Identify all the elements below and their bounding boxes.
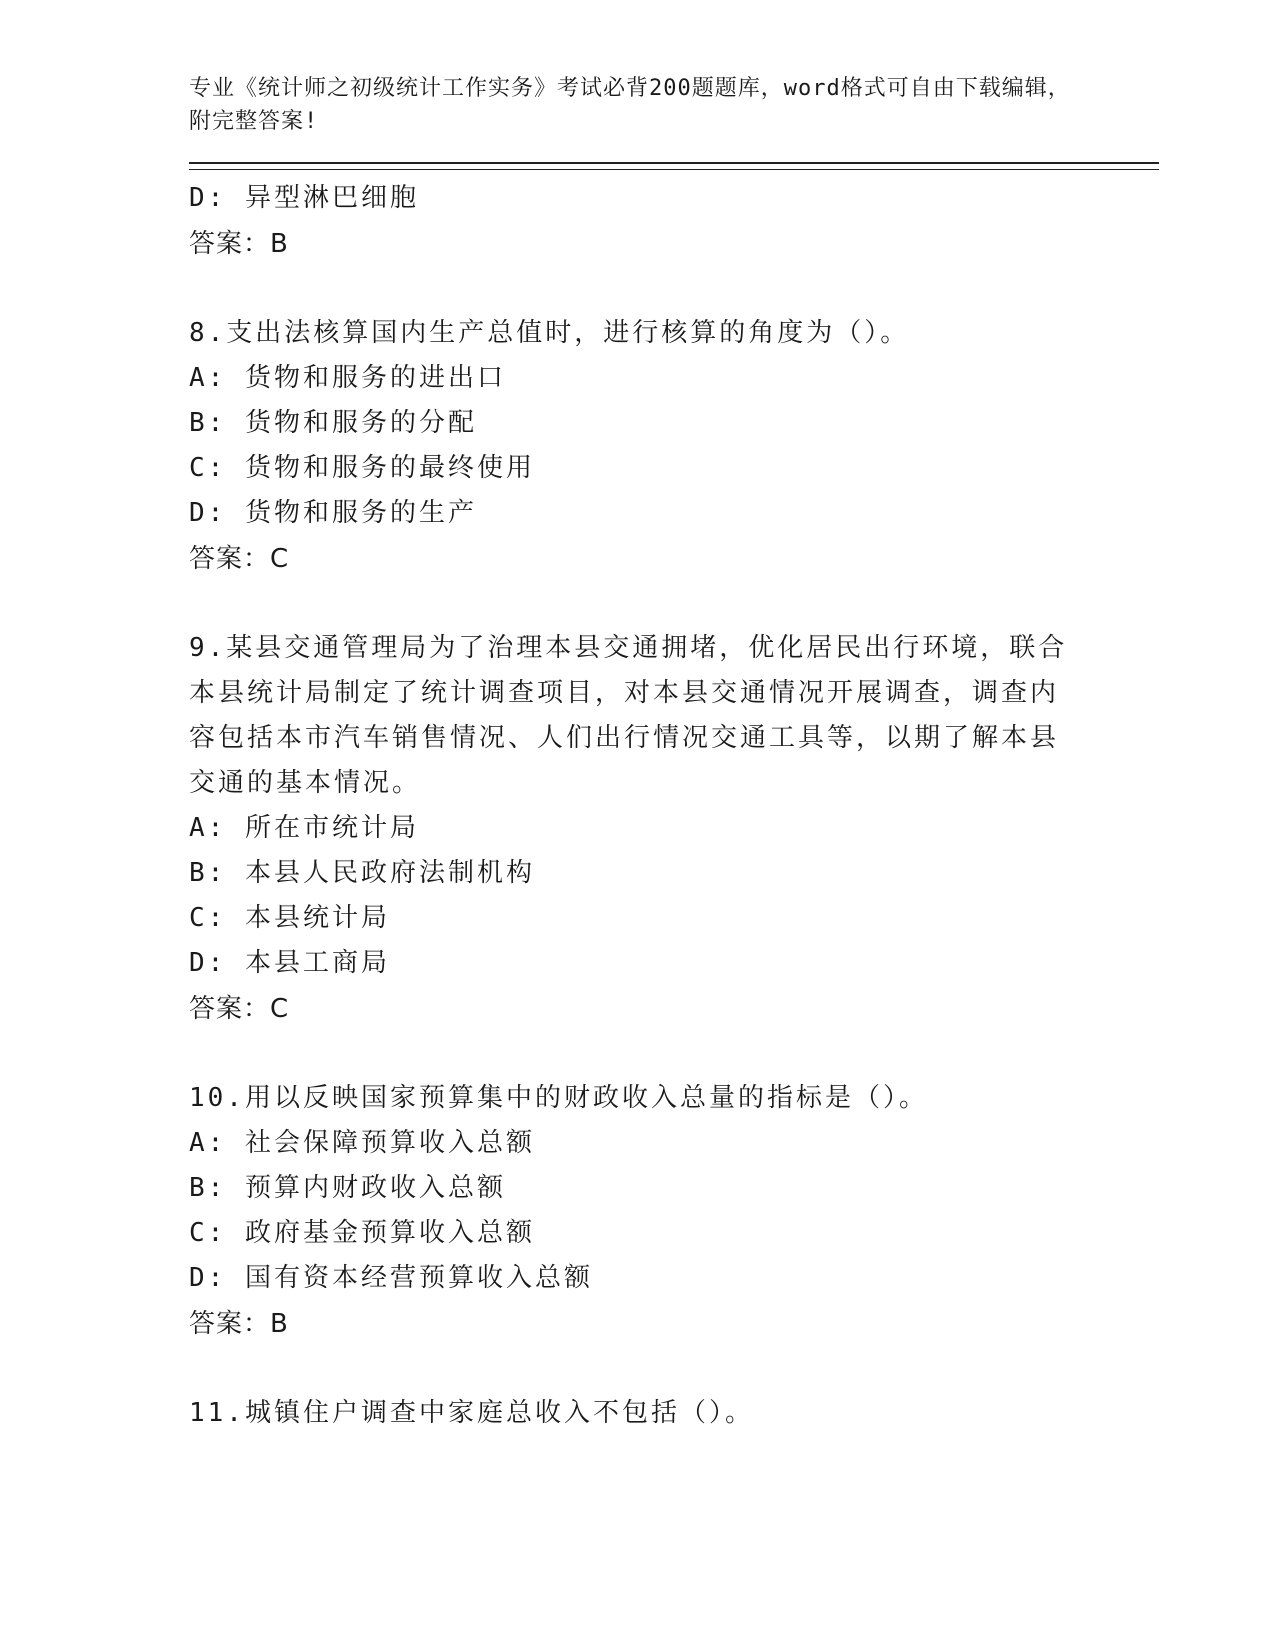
answer: 答案：C	[189, 994, 290, 1024]
option-a: A: 所在市统计局	[189, 813, 419, 843]
previous-question-tail	[189, 176, 1159, 267]
option-d: D: 国有资本经营预算收入总额	[189, 1263, 593, 1293]
question-stem: 9.某县交通管理局为了治理本县交通拥堵，优化居民出行环境，联合本县统计局制定了统计调查项目，对本县交通情况开展调查，调查内容包括本市汽车销售情况、人们出行情况交通工具等，以期了解本县交通的基本情况。	[189, 633, 1068, 798]
option-d: D: 异型淋巴细胞	[189, 183, 419, 213]
question-10	[189, 1076, 1159, 1347]
option-a: A: 货物和服务的进出口	[189, 363, 506, 393]
option-a: A: 社会保障预算收入总额	[189, 1128, 535, 1158]
option-d: D: 本县工商局	[189, 948, 390, 978]
answer: 答案：B	[189, 1309, 289, 1339]
option-c: C: 本县统计局	[189, 903, 390, 933]
answer: 答案：B	[189, 229, 289, 259]
question-stem: 10.用以反映国家预算集中的财政收入总量的指标是（）。	[189, 1083, 928, 1113]
answer: 答案：C	[189, 544, 290, 574]
option-b: B: 预算内财政收入总额	[189, 1173, 506, 1203]
header-rule	[189, 162, 1159, 170]
option-c: C: 政府基金预算收入总额	[189, 1218, 535, 1248]
question-stem: 8.支出法核算国内生产总值时，进行核算的角度为（）。	[189, 318, 910, 348]
question-9	[189, 626, 1159, 1032]
question-8	[189, 311, 1159, 582]
option-b: B: 货物和服务的分配	[189, 408, 477, 438]
document-page	[189, 72, 1159, 1436]
option-c: C: 货物和服务的最终使用	[189, 453, 535, 483]
question-11	[189, 1391, 1159, 1436]
option-d: D: 货物和服务的生产	[189, 498, 477, 528]
option-b: B: 本县人民政府法制机构	[189, 858, 535, 888]
question-stem: 11.城镇住户调查中家庭总收入不包括（）。	[189, 1398, 754, 1428]
document-header: 专业《统计师之初级统计工作实务》考试必背200题题库，word格式可自由下载编辑，附完整答案!	[189, 76, 1071, 134]
